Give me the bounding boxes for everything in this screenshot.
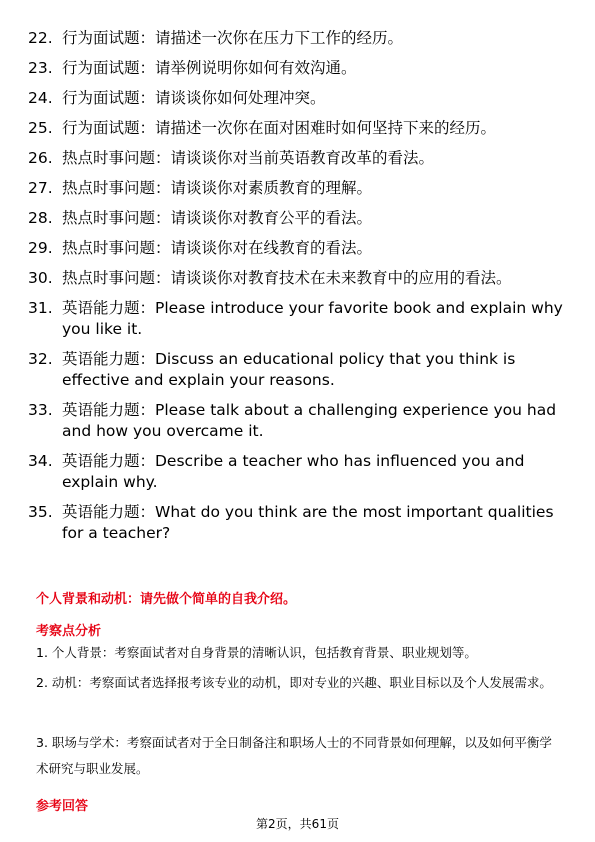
question-text: 热点时事问题：请谈谈你对当前英语教育改革的看法。 (62, 149, 435, 167)
question-item (28, 178, 573, 199)
question-item (28, 238, 573, 259)
question-text: 英语能力题：Discuss an educational policy that you think is effective and explain your reasons. (62, 350, 516, 389)
question-text: 行为面试题：请举例说明你如何有效沟通。 (62, 59, 357, 77)
question-text: 英语能力题：Please introduce your favorite book and explain why you like it. (62, 299, 563, 338)
question-number: 27. (28, 179, 53, 197)
question-list (28, 28, 573, 553)
question-item (28, 400, 573, 442)
question-text: 行为面试题：请描述一次你在面对困难时如何坚持下来的经历。 (62, 119, 497, 137)
question-item (28, 148, 573, 169)
question-number: 28. (28, 209, 53, 227)
question-text: 热点时事问题：请谈谈你对教育公平的看法。 (62, 209, 373, 227)
question-number: 35. (28, 503, 53, 521)
question-number: 22. (28, 29, 53, 47)
question-item (28, 268, 573, 289)
question-item (28, 88, 573, 109)
question-item (28, 208, 573, 229)
question-number: 31. (28, 299, 53, 317)
question-item (28, 58, 573, 79)
question-number: 24. (28, 89, 53, 107)
analysis-point: 2. 动机：考察面试者选择报考该专业的动机，即对专业的兴趣、职业目标以及个人发展需求。 (36, 675, 552, 690)
section-heading: 个人背景和动机：请先做个简单的自我介绍。 (36, 592, 297, 607)
analysis-point: 1. 个人背景：考察面试者对自身背景的清晰认识，包括教育背景、职业规划等。 (36, 645, 477, 660)
question-text: 行为面试题：请谈谈你如何处理冲突。 (62, 89, 326, 107)
question-text: 热点时事问题：请谈谈你对素质教育的理解。 (62, 179, 373, 197)
question-text: 英语能力题：Please talk about a challenging experience you had and how you overcame it. (62, 401, 557, 440)
question-item (28, 28, 573, 49)
question-text: 热点时事问题：请谈谈你对教育技术在未来教育中的应用的看法。 (62, 269, 512, 287)
question-number: 29. (28, 239, 53, 257)
question-number: 30. (28, 269, 53, 287)
analysis-point: 3. 职场与学术：考察面试者对于全日制备注和职场人士的不同背景如何理解，以及如何平衡学术研究与职业发展。 (36, 735, 552, 776)
question-text: 英语能力题：What do you think are the most important qualities for a teacher? (62, 503, 554, 542)
question-number: 33. (28, 401, 53, 419)
question-number: 25. (28, 119, 53, 137)
analysis-title: 考察点分析 (36, 624, 102, 639)
question-text: 英语能力题：Describe a teacher who has influenced you and explain why. (62, 452, 525, 491)
question-number: 23. (28, 59, 53, 77)
question-item (28, 502, 573, 544)
question-number: 26. (28, 149, 53, 167)
question-text: 热点时事问题：请谈谈你对在线教育的看法。 (62, 239, 373, 257)
question-number: 32. (28, 350, 53, 368)
question-item (28, 298, 573, 340)
page-footer: 第2页，共61页 (256, 817, 339, 831)
question-text: 行为面试题：请描述一次你在压力下工作的经历。 (62, 29, 404, 47)
question-item (28, 349, 573, 391)
question-item (28, 118, 573, 139)
answer-title: 参考回答 (36, 799, 89, 814)
question-item (28, 451, 573, 493)
question-number: 34. (28, 452, 53, 470)
